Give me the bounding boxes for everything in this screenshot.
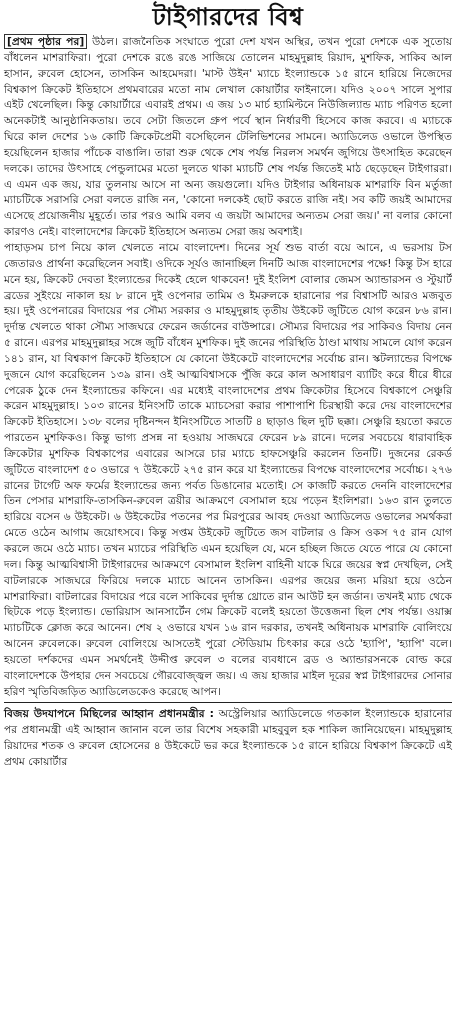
article-paragraph-2: পাহাড়সম চাপ নিয়ে কাল খেলতে নামে বাংলাদেশ। দিনের সূর্য শুভ বার্তা বয়ে আনে, এ ভরসায় টস জেতারও প্রার্থনা করেছিলেন সবাই। ওদিকে সূর্যও জানাচ্ছিল দিনটি আজ বাংলাদেশের পক্ষে! কিন্তু টস হারে মনে হয়, ক্রিকেট দেবতা ইংল্যান্ডের দিকেই হেলে থাকবেন! দুই ইংলিশ বোলার জেমস অ্যান্ডারসন ও স্টুয়ার্ট ব্রডের সুইংয়ে নাকাল হয় ৮ রানে দুই ওপেনার তামিম ও ইমরুলকে হারানোর পর বিশ্বাসটি আরও মজবুত হয়। দুই ওপেনারের বিদায়ের পর সৌম্য সরকার ও মাহমুদুল্লাহ তৃতীয় উইকেট জুটিতে যোগ করেন ৮৬ রান। দুর্দান্ত খেলতে থাকা সৌম্য সাজঘরে ফেরেন জর্ডানের বাউন্সারে। সৌম্যর বিদায়ের পর সাকিবও বিদায় নেন ৫ রানে। এরপর মাহমুদুল্লাহর সঙ্গে জুটি বাঁধেন মুশফিক। দুই জনের পরিস্থিতি ঠাণ্ডা মাথায় সামলে যোগ করেন ১৪১ রান, যা বিশ্বকাপ ক্রিকেট ইতিহাসে যে কোনো উইকেটে বাংলাদেশের সর্বোচ্চ রান। স্কটল্যান্ডের বিপক্ষে দুজনে যোগ করেছিলেন ১৩৯ রান। ওই আত্মবিশ্বাসকে পুঁজি করে কাল অসাধারণ ব্যাটিং করে ধীরে ধীরে পেরেক ঠুকে দেন ইংল্যান্ডের কফিনে। এর মধ্যেই বাংলাদেশের প্রথম ক্রিকেটার হিসেবে বিশ্বকাপে সেঞ্চুরি করেন মাহমুদুল্লাহ। ১০৩ রানের ইনিংসটি তাকে ম্যাচসেরা করার পাশাপাশি চিরস্থায়ী করে দেয় বাংলাদেশের ক্রিকেট ইতিহাসে। ১৩৮ বলের দৃষ্টিনন্দন ইনিংসটিতে সাতটি ৪ ছাড়াও ছিল দুটি ছক্কা। সেঞ্চুরি হয়তো করতে পারতেন মুশফিকও। কিন্তু ভাগ্য প্রসন্ন না হওয়ায় সাজঘরে ফেরেন ৮৯ রানে। দলের সবচেয়ে ধারাবাহিক ক্রিকেটার মুশফিক বিশ্বকাপের এবারের আসরে চার ম্যাচে হাফসেঞ্চুরি করলেন তিনটি। দুজনের রেকর্ড জুটিতে বাংলাদেশ ৫০ ওভারে ৭ উইকেটে ২৭৫ রান করে যা ইংল্যান্ডের বিপক্ষে বাংলাদেশের সর্বোচ্চ। ২৭৬ রানের টার্গেট অফ ফর্মের ইংল্যান্ডের জন্য পর্বত ডিঙানোর মতোই। সে কাজটি করতে দেননি বাংলাদেশের তিন পেসার মাশরাফি-তাসকিন-রুবেল ত্রয়ীর আক্রমণে বেসামাল হয়ে পড়েন ইংলিশরা। ১৬৩ রান তুলতে হারিয়ে বসেন ৬ উইকেট। ৬ উইকেটের পতনের পর মিরপুরের আবহ দেওয়া অ্যাডিলেড ওভালের সমর্থকরা মেতে ওঠেন আগাম জয়োৎসবে। কিন্তু সপ্তম উইকেট জুটিতে জস বাটলার ও ক্রিস ওকস ৭৫ রান যোগ করলে জমে ওঠে ম্যাচ। তখন ম্যাচের পরিস্থিতি এমন হয়েছিল যে, মনে হচ্ছিল জিতে যেতে পারে যে কোনো দল। কিন্তু আত্মবিশ্বাসী টাইগারদের আক্রমণে বেসামাল ইংলিশ বাহিনী যাকে ঘিরে জয়ের স্বপ্ন দেখছিল, সেই বাটলারকে সাজঘরে ফিরিয়ে দলকে ম্যাচে আনেন তাসকিন। এরপর জয়ের জন্য মরিয়া হয়ে ওঠেন মাশরাফিরা। বাটলারের বিদায়ের পরে বলে সাকিবের দুর্দান্ত থ্রোতে রান আউট হন জর্ডান। তখনই ম্যাচ থেকে ছিটকে পড়ে ইংল্যান্ড। ভোরিয়াস আনসার্টেন গেম ক্রিকেট বলেই হয়তো উত্তেজনা ছিল শেষ পর্যন্ত। ওয়াক্স ম্যাচটিকে ক্লোজ করে আনেন। শেষ ২ ওভারে যখন ১৬ রান দরকার, তখনই অধিনায়ক মাশরাফি বোলিংয়ে আনেন রুবেলকে। রুবেল বোলিংয়ে আসতেই পুরো স্টেডিয়াম চিৎকার করে ওঠে 'হ্যাপি', 'হ্যাপি' বলে। হয়তো দর্শকদের এমন সমর্থনেই উদ্দীপ্ত রুবেল ৩ বলের ব্যবধানে ব্রড ও অ্যান্ডারসনকে বোল্ড করে বাংলাদেশকে উপহার দেন সবচেয়ে গৌরবোজ্জ্বল জয়। এ জয় হাজার মাইল দূরের স্বপ্ন টাইগারদের সোনার হরিণ স্মৃতিবিজড়িত অ্যাডিলেডকেও করেছে আপন। (4, 240, 453, 698)
article-paragraph-3 (4, 706, 452, 769)
final-paragraph-text: অস্ট্রেলিয়ার অ্যাডিলেডে গতকাল ইংল্যান্ডকে হারানোর পর প্রধানমন্ত্রী এই আহ্বান জানান বলে তার বিশেষ সহকারী মাহবুবুল হক শাকিল জানিয়েছেন। মাহমুদুল্লাহ রিয়াদের শতক ও রুবেল হোসেনের ৪ উইকেটে ভর করে ইংল্যান্ডকে ১৫ রানে হারিয়ে বিশ্বকাপ ক্রিকেটে এই প্রথম কোয়ার্টার (4, 707, 452, 768)
article-paragraph-1 (4, 34, 452, 240)
continuation-label: [প্রথম পৃষ্ঠার পর] (4, 34, 87, 49)
section-divider (4, 702, 452, 703)
subheading: বিজয় উদযাপনে মিছিলের আহ্বান প্রধানমন্ত্রীর : (4, 707, 214, 721)
continuation-label-text: প্রথম পৃষ্ঠার পর (11, 35, 80, 48)
paragraph-1-text: উঠল। রাজনৈতিক সংঘাতে পুরো দেশ যখন অস্থির, তখন পুরো দেশকে এক সুতোয় বাঁধলেন মাশরাফিরা। পুরো দেশকে রঙে রঙে সাজিয়ে তোলেন মাহমুদুল্লাহ রিয়াদ, মুশফিক, সাকিব আল হাসান, রুবেল হোসেন, তাসকিন আহমেদরা। 'মাস্ট উইন' ম্যাচে ইংল্যান্ডকে ১৫ রানে হারিয়ে নিজেদের বিশ্বকাপ ক্রিকেট ইতিহাসে প্রথমবারের মতো নাম লেখাল কোয়ার্টার ফাইনালে। যদিও ২০০৭ সালে সুপার এইট খেলেছিল। কিন্তু কোয়ার্টারে এবারই প্রথম। এ জয় ১৩ মার্চ হ্যামিল্টনে নিউজিল্যান্ড ম্যাচ পরিণত হলো অনেকটাই আনুষ্ঠানিকতায়। তবে সেটা জিতলে গ্রুপ পর্বে স্থান নির্ধারণী হিসেবে কাজ করবে। এ ম্যাচকে ঘিরে কাল দেশের ১৬ কোটি ক্রিকেটপ্রেমী বসেছিলেন টেলিভিশনের সামনে। অ্যাডিলেড ওভালে উপস্থিত হয়েছিলেন হাজার পাঁচেক বাঙালি। তারা শুরু থেকে শেষ পর্যন্ত নিরলস সমর্থন জুগিয়ে উৎসাহিত করেছেন দলকে। তাদের উৎসাহে পেন্ডুলামের মতো দুলতে থাকা ম্যাচটি শেষ পর্যন্ত জিতেই মাঠ ছেড়েছেন টাইগাররা। এ এমন এক জয়, যার তুলনায় আসে না অন্য জয়গুলো। যদিও টাইগার অধিনায়ক মাশরাফি বিন মর্তুজা ম্যাচটিকে সরাসরি সেরা বলতে রাজি নন, 'কোনো দলকেই ছোট করতে রাজি নই। সব কটি জয়ই আমাদের এসেছে প্রয়োজনীয় মুহূর্তে। তার পরও আমি বলব এ জয়টা আমাদের অন্যতম সেরা জয়।' না বলার কোনো কারণও নেই। বাংলাদেশের ক্রিকেট ইতিহাসে অন্যতম সেরা জয় অবশ্যই। (4, 35, 452, 239)
headline: টাইগারদের বিশ্ব (152, 3, 304, 31)
article-body (4, 34, 452, 770)
